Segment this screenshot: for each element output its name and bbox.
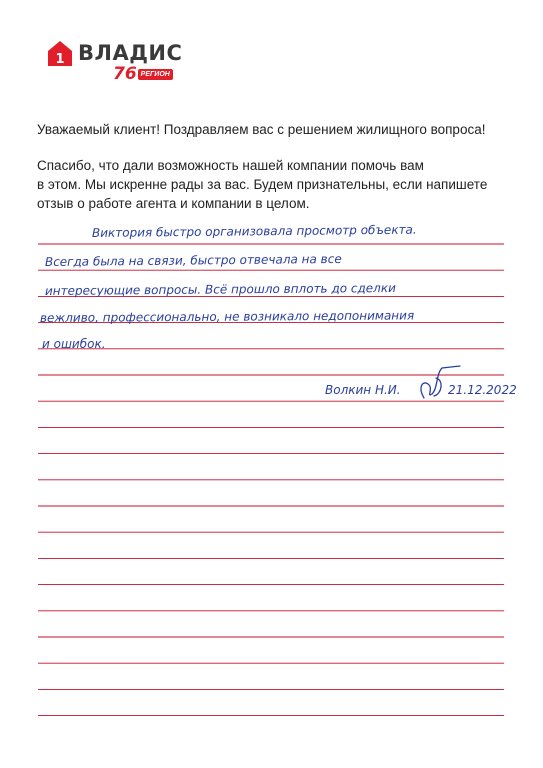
- signature-date: 21.12.2022: [448, 383, 517, 397]
- handwritten-line: вежливо, профессионально, не возникало недопонимания: [39, 308, 415, 325]
- handwritten-line: Виктория быстро организовала просмотр объекта.: [91, 222, 417, 240]
- intro-line-2: в этом. Мы искренне рады за вас. Будем признательны, если напишете: [37, 177, 488, 192]
- handwritten-line: Всегда была на связи, быстро отвечала на все: [44, 251, 342, 269]
- handwritten-line: и ошибок.: [42, 337, 106, 351]
- region-number: 76: [113, 64, 137, 84]
- svg-text:1: 1: [55, 52, 65, 67]
- handwritten-line: интересующие вопросы. Всё прошло вплоть до сделки: [44, 280, 396, 298]
- region-label: РЕГИОН: [138, 69, 173, 80]
- brand-name: ВЛАДИС: [78, 41, 183, 65]
- greeting: Уважаемый клиент! Поздравляем вас с решением жилищного вопроса!: [37, 122, 486, 137]
- signer-name: Волкин Н.И.: [325, 383, 401, 397]
- intro-line-3: отзыв о работе агента и компании в целом.: [37, 196, 310, 211]
- intro-line-1: Спасибо, что дали возможность нашей компании помочь вам: [37, 158, 424, 173]
